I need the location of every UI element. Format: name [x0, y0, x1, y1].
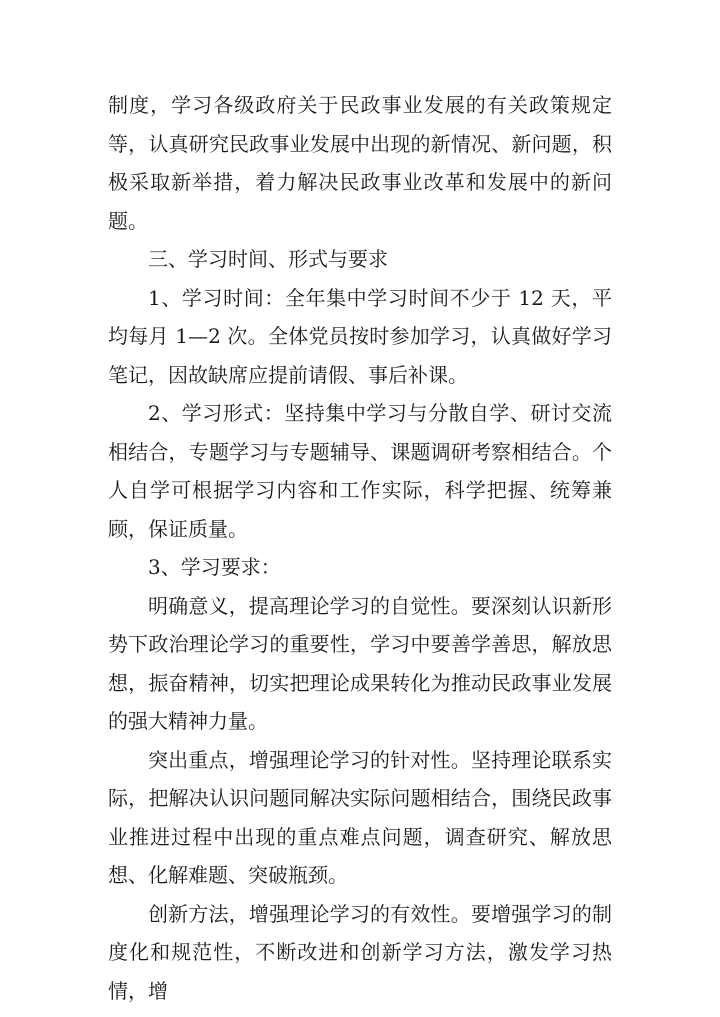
paragraph-study-form: 2、学习形式：坚持集中学习与分散自学、研讨交流相结合，专题学习与专题辅导、课题调研考察相结合。个人自学可根据学习内容和工作实际，科学把握、统筹兼顾，保证质量。: [108, 401, 612, 541]
paragraph-innovate-methods: 创新方法，增强理论学习的有效性。要增强学习的制度化和规范性，不断改进和创新学习方法，激发学习热情，增: [108, 901, 612, 1003]
paragraph-clarify-meaning: 明确意义，提高理论学习的自觉性。要深刻认识新形势下政治理论学习的重要性，学习中要善学善思，解放思想，振奋精神，切实把理论成果转化为推动民政事业发展的强大精神力量。: [108, 593, 612, 733]
paragraph-policy-study: 制度，学习各级政府关于民政事业发展的有关政策规定等，认真研究民政事业发展中出现的新情况、新问题，积极采取新举措，着力解决民政事业改革和发展中的新问题。: [108, 93, 612, 233]
document-body: [108, 86, 612, 1010]
paragraph-highlight-focus: 突出重点，增强理论学习的针对性。坚持理论联系实际，把解决认识问题同解决实际问题相结合，围绕民政事业推进过程中出现的重点难点问题，调查研究、解放思想、化解难题、突破瓶颈。: [108, 747, 612, 887]
section-heading-time-form-requirements: 三、学习时间、形式与要求: [148, 247, 388, 271]
paragraph-study-time: 1、学习时间：全年集中学习时间不少于 12 天，平均每月 1—2 次。全体党员按时参加学习，认真做好学习笔记，因故缺席应提前请假、事后补课。: [108, 285, 612, 387]
paragraph-study-requirements-heading: 3、学习要求：: [148, 555, 281, 579]
